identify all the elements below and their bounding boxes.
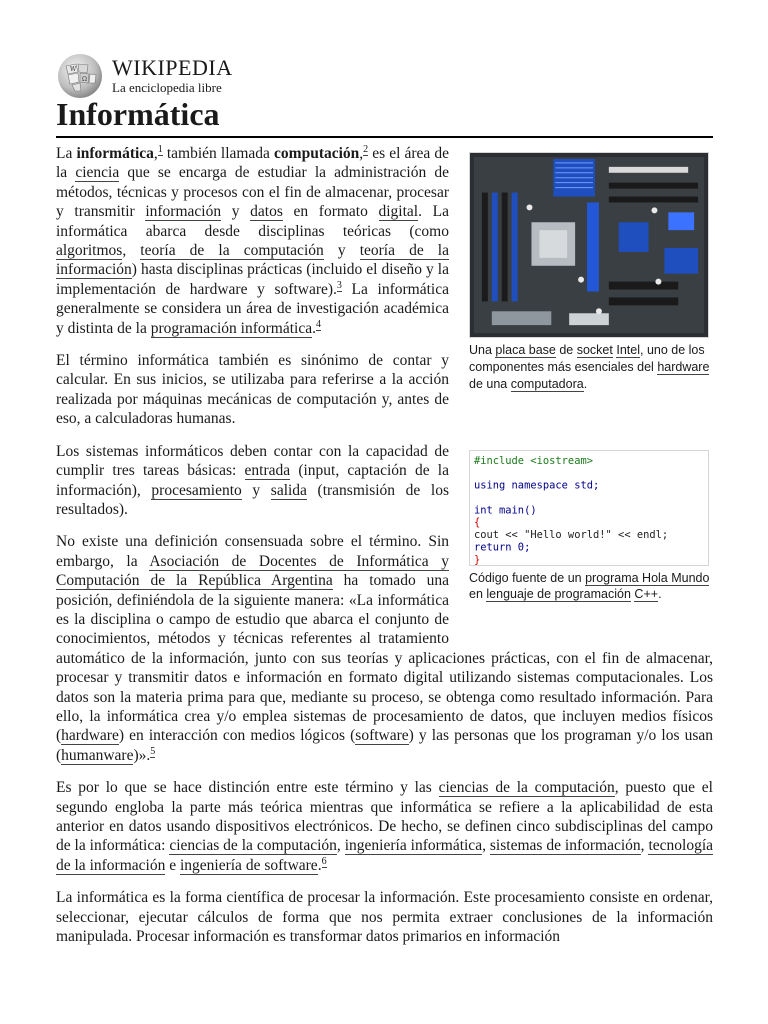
text-run: en xyxy=(469,587,487,602)
reference-link[interactable]: 4 xyxy=(315,318,321,330)
code-line: return 0; xyxy=(473,541,531,554)
article-link[interactable]: C++ xyxy=(634,587,659,602)
text-run: de una xyxy=(469,376,511,391)
article-link[interactable]: humanware xyxy=(61,746,134,764)
article-link[interactable]: teoría de la computación xyxy=(140,242,324,260)
article-link[interactable]: software xyxy=(355,727,409,745)
article-link[interactable]: tecnología de la información xyxy=(56,837,714,874)
text-run: . xyxy=(658,587,662,602)
code-line: { xyxy=(473,516,481,529)
code-line: int main() xyxy=(473,504,537,516)
article-link[interactable]: computadora xyxy=(510,376,584,391)
text-run: , uno de los componentes más esenciales del xyxy=(469,343,705,374)
text-run: y xyxy=(323,242,360,260)
article-link[interactable]: teoría de la información xyxy=(56,242,449,279)
text-run: . xyxy=(583,376,588,391)
text-run: , xyxy=(482,837,490,855)
text-run: ) y las personas que los programan y/o los usan ( xyxy=(56,727,714,764)
article-link[interactable]: sistemas de información xyxy=(489,837,641,855)
title-divider xyxy=(56,136,713,138)
figure-motherboard xyxy=(469,152,713,391)
text-run: y xyxy=(241,481,271,499)
reference-link[interactable]: 6 xyxy=(321,855,327,867)
article-link[interactable]: socket xyxy=(576,343,613,357)
text-run: e xyxy=(165,856,180,874)
text-run: )». xyxy=(133,746,151,764)
article-link[interactable]: ingeniería de software xyxy=(179,856,318,874)
hello-world-code-image[interactable] xyxy=(469,450,709,566)
article-body xyxy=(56,144,713,959)
text-run: que se encarga de estudiar la administración de métodos, técnicas y procesos con el fin de almacenar, procesar y transmitir xyxy=(56,164,449,221)
motherboard-image[interactable] xyxy=(469,152,709,338)
text-run: No existe una definición consensuada sobre el término. Sin embargo, la xyxy=(56,533,449,570)
article-link[interactable]: lenguaje de programación xyxy=(486,587,631,602)
text-run: es el área de la xyxy=(56,145,449,182)
source-code-caption xyxy=(469,570,713,604)
article-link[interactable]: ciencias de la computación xyxy=(169,837,337,855)
paragraph-6 xyxy=(56,888,713,946)
article-link[interactable]: algoritmos xyxy=(56,242,123,260)
article-link[interactable]: salida xyxy=(270,481,307,499)
article-link[interactable]: Asociación de Docentes de Informática y Computación de la República Argentina xyxy=(56,552,450,590)
article-link[interactable]: procesamiento xyxy=(151,481,242,499)
article-link[interactable]: programa Hola Mundo xyxy=(585,570,710,585)
article-link[interactable]: datos xyxy=(250,203,283,221)
text-run: en formato xyxy=(282,203,379,221)
paragraph-5 xyxy=(56,778,713,875)
text-run: Código fuente de un xyxy=(469,570,586,585)
text-run: Es por lo que se hace distinción entre este término y las xyxy=(56,779,439,797)
text-run: El término informática también es sinónimo de contar y calcular. En sus inicios, se utilizaba para referirse a la acción realizada por máquinas mecánicas de computación y, antes de eso, a calculadoras humanas. xyxy=(56,352,449,428)
text-run: también llamada xyxy=(162,145,275,162)
svg-text:W: W xyxy=(70,66,77,73)
reference-link[interactable]: 1 xyxy=(157,144,163,155)
text-run: (input, captación de la información), xyxy=(56,462,449,499)
text-run: , puesto que el segundo engloba la parte más teórica mientras que informática se refiere a la aplicabilidad de esta anterior en datos usando dispositivos electrónicos. De hecho, se definen cinco subdisciplinas del campo de la informática: xyxy=(56,779,713,855)
text-run: , xyxy=(122,242,141,260)
article-link[interactable]: Intel xyxy=(616,343,640,357)
bold-term: computación xyxy=(274,145,360,162)
page-title: Informática xyxy=(56,96,220,132)
article-link[interactable]: digital xyxy=(378,203,419,221)
code-line: #include <iostream> xyxy=(473,454,594,467)
reference-link[interactable]: 2 xyxy=(363,144,369,155)
motherboard-caption xyxy=(469,342,713,392)
text-run: . xyxy=(312,319,316,337)
article-link[interactable]: ciencias de la computación xyxy=(438,779,615,797)
text-run: (transmisión de los resultados). xyxy=(56,481,449,518)
brand xyxy=(112,56,233,96)
text-run: Los sistemas informáticos deben contar con la capacidad de cumplir tres tareas básicas: xyxy=(56,442,449,480)
code-line: cout << "Hello world!" << endl; xyxy=(473,528,669,541)
code-line: using namespace std; xyxy=(473,479,600,492)
article-link[interactable]: programación informática xyxy=(150,319,313,337)
article-link[interactable]: entrada xyxy=(244,462,291,480)
text-run: . La informática abarca desde disciplinas teóricas (como xyxy=(56,203,449,240)
svg-text:Ω: Ω xyxy=(82,76,87,83)
article-link[interactable]: placa base xyxy=(495,343,556,357)
text-run: ha tomado una posición, definiéndola de la siguiente manera: «La informática es la disciplina o campo de estudio que abarca el conjunto de conocimientos, métodos y técnicas referentes al tratamiento automático de la información, junto con sus teorías y aplicaciones prácticas, con el fin de almacenar, procesar y transmitir datos e información en formato digital utilizando sistemas computacionales. Los datos son la materia prima para que, mediante su proceso, se obtenga como resultado información. Para ello, la informática crea y/o emplea sistemas de procesamiento de datos, que incluyen medios físicos ( xyxy=(56,572,713,745)
reference-link[interactable]: 3 xyxy=(336,279,342,291)
text-run: . xyxy=(317,856,322,874)
text-run: Una xyxy=(469,343,496,357)
text-run: La xyxy=(56,145,77,162)
text-run: ) en interacción con medios lógicos ( xyxy=(118,727,356,745)
text-run: , xyxy=(336,837,345,855)
text-run: , xyxy=(640,837,649,855)
figure-source-code xyxy=(469,450,713,620)
text-run: ) hasta disciplinas prácticas (incluido el diseño y la implementación de hardware y software). xyxy=(56,261,449,298)
text-run: , xyxy=(359,145,364,162)
text-run: , xyxy=(153,145,158,162)
article-link[interactable]: ciencia xyxy=(75,164,120,182)
article-link[interactable]: información xyxy=(145,203,222,221)
text-run: La informática es la forma científica de procesar la información. Este procesamiento consiste en ordenar, seleccionar, ejecutar cálculos de forma que nos permita extraer conclusiones de la información manipulada. Procesar información es transformar datos primarios en información xyxy=(56,889,713,946)
code-line: } xyxy=(473,553,481,566)
bold-term: informática xyxy=(76,145,154,162)
text-run: de xyxy=(555,343,577,357)
article-link[interactable]: hardware xyxy=(61,727,119,745)
article-link[interactable]: ingeniería informática xyxy=(344,837,483,855)
reference-link[interactable]: 5 xyxy=(150,745,156,757)
article-link[interactable]: hardware xyxy=(657,359,710,374)
text-run: y xyxy=(221,203,251,221)
tagline: La enciclopedia libre xyxy=(112,80,222,95)
wordmark: WIKIPEDIA xyxy=(112,55,233,80)
text-run: La informática generalmente se considera un área de investigación académica y distinta de la xyxy=(56,280,449,337)
